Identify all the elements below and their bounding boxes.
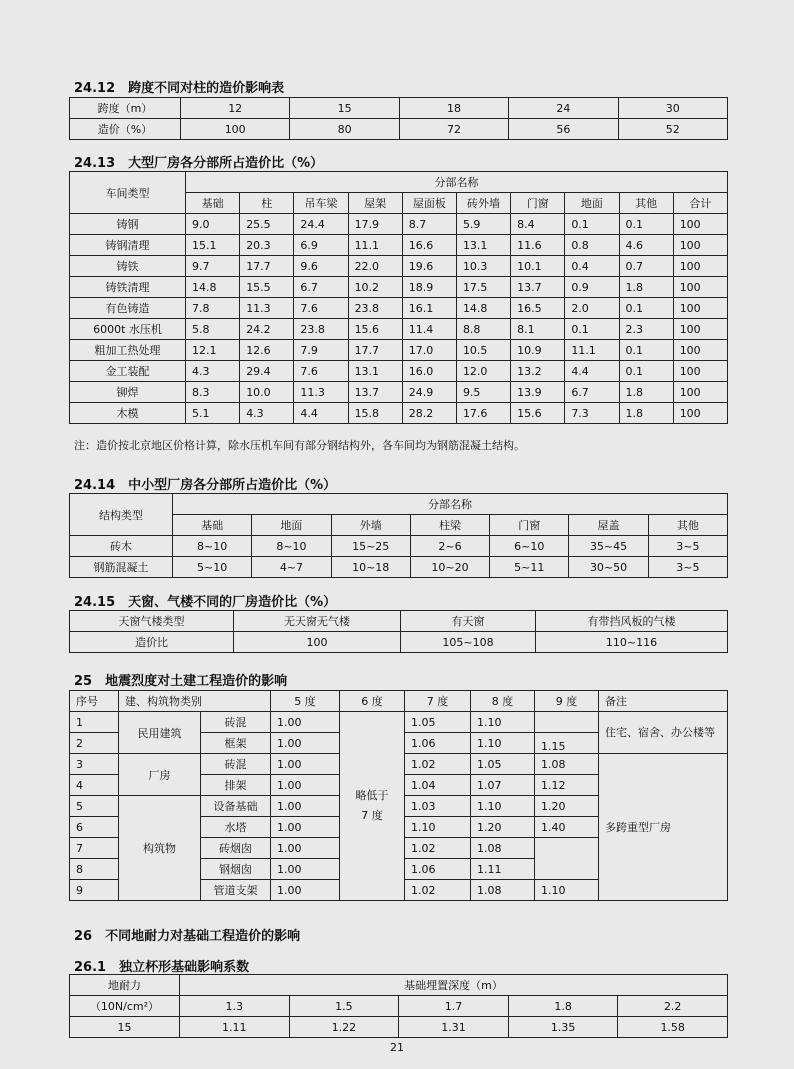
row-label: 钢筋混凝土 [70, 557, 173, 578]
section-title-24-13: 24.13 大型厂房各分部所占造价比（%） [74, 156, 324, 171]
row-header-unit: （10N/cm²） [70, 996, 180, 1017]
table-row: 造价（%） 100 80 72 56 52 [70, 119, 728, 140]
table-note: 注：造价按北京地区价格计算，除水压机车间有部分钢结构外，各车间均为钢筋混凝土结构。 [74, 439, 525, 452]
table-header-row: 基础 柱 吊车梁 屋架 屋面板 砖外墙 门窗 地面 其他 合计 [70, 193, 728, 214]
section-title-24-12: 24.12 跨度不同对柱的造价影响表 [74, 81, 285, 96]
remark: 多跨重型厂房 [599, 754, 728, 901]
section-title-24-15: 24.15 天窗、气楼不同的厂房造价比（%） [74, 595, 337, 610]
table-header-row: 序号 建、构筑物类别 5 度 6 度 7 度 8 度 9 度 备注 [70, 691, 728, 712]
table-row: 钢筋混凝土 5~10 4~7 10~18 10~20 5~11 30~50 3~5 [70, 557, 728, 578]
remark: 住宅、宿舍、办公楼等 [599, 712, 728, 754]
table-row: 铸铁清理 14.8 15.5 6.7 10.2 18.9 17.5 13.7 0.9 1.8 100 [70, 277, 728, 298]
row-label: 铸铁清理 [70, 277, 186, 298]
table-row: 铆焊 8.3 10.0 11.3 13.7 24.9 9.5 13.9 6.7 1.8 100 [70, 382, 728, 403]
table-header-row [70, 494, 728, 515]
table-row: 木模 5.1 4.3 4.4 15.8 28.2 17.6 15.6 7.3 1.8 100 [70, 403, 728, 424]
table-row: 2 框架 1.00 1.06 1.10 1.15 [70, 733, 728, 754]
row-label: 木模 [70, 403, 186, 424]
row-label: 铸铁 [70, 256, 186, 277]
row-label: 粗加工热处理 [70, 340, 186, 361]
table-header-row: 天窗气楼类型 无天窗无气楼 有天窗 有带挡风板的气楼 [70, 611, 728, 632]
section-title-24-14: 24.14 中小型厂房各分部所占造价比（%） [74, 478, 337, 493]
group-header: 分部名称 [186, 172, 728, 193]
row-header: 车间类型 [70, 172, 186, 214]
table-row: 3 厂房 砖混 1.00 1.02 1.05 1.08 多跨重型厂房 [70, 754, 728, 775]
group-header: 基础埋置深度（m） [180, 975, 728, 996]
table-row: 1 民用建筑 砖混 1.00 略低于 7 度 1.05 1.10 住宅、宿舍、办公楼等 [70, 712, 728, 733]
skylight-cost-table [69, 610, 728, 653]
table-row: 6000t 水压机 5.8 24.2 23.8 15.6 11.4 8.8 8.1 0.1 2.3 100 [70, 319, 728, 340]
degree-6-note: 略低于 7 度 [340, 712, 405, 901]
row-label: 跨度（m） [70, 98, 181, 119]
table-row: 造价比 100 105~108 110~116 [70, 632, 728, 653]
group-header: 分部名称 [173, 494, 728, 515]
table-header-row: 基础 地面 外墙 柱梁 门窗 屋盖 其他 [70, 515, 728, 536]
category-label: 民用建筑 [119, 712, 201, 754]
table-row: 15 1.11 1.22 1.31 1.35 1.58 [70, 1017, 728, 1038]
row-label: 有色铸造 [70, 298, 186, 319]
table-row: 粗加工热处理 12.1 12.6 7.9 17.7 17.0 10.5 10.9 11.1 0.1 100 [70, 340, 728, 361]
row-label: 造价（%） [70, 119, 181, 140]
seismic-cost-table [69, 690, 728, 901]
row-label: 铸钢 [70, 214, 186, 235]
table-row: 5 构筑物 设备基础 1.00 1.03 1.10 1.20 [70, 796, 728, 817]
table-row: 有色铸造 7.8 11.3 7.6 23.8 16.1 14.8 16.5 2.0 0.1 100 [70, 298, 728, 319]
table-header-row [70, 172, 728, 193]
table-row: 金工装配 4.3 29.4 7.6 13.1 16.0 12.0 13.2 4.4 0.1 100 [70, 361, 728, 382]
table-row: 铸铁 9.7 17.7 9.6 22.0 19.6 10.3 10.1 0.4 0.7 100 [70, 256, 728, 277]
category-label: 厂房 [119, 754, 201, 796]
large-plant-cost-table [69, 171, 728, 424]
row-label: 6000t 水压机 [70, 319, 186, 340]
table-header-row [70, 975, 728, 996]
section-title-26: 26 不同地耐力对基础工程造价的影响 [74, 929, 301, 944]
table-row: 8 钢烟囱 1.00 1.06 1.11 [70, 859, 728, 880]
row-label: 铆焊 [70, 382, 186, 403]
row-label: 砖木 [70, 536, 173, 557]
table-row: 铸钢清理 15.1 20.3 6.9 11.1 16.6 13.1 11.6 0.8 4.6 100 [70, 235, 728, 256]
span-cost-table [69, 97, 728, 140]
page-number: 21 [390, 1041, 404, 1054]
category-label: 构筑物 [119, 796, 201, 901]
table-header-row: （10N/cm²） 1.3 1.5 1.7 1.8 2.2 [70, 996, 728, 1017]
section-title-26-1: 26.1 独立杯形基础影响系数 [74, 960, 250, 975]
row-header: 结构类型 [70, 494, 173, 536]
table-row: 砖木 8~10 8~10 15~25 2~6 6~10 35~45 3~5 [70, 536, 728, 557]
table-row: 铸钢 9.0 25.5 24.4 17.9 8.7 5.9 8.4 0.1 0.1 100 [70, 214, 728, 235]
row-label: 金工装配 [70, 361, 186, 382]
small-plant-cost-table [69, 493, 728, 578]
table-row: 6 水塔 1.00 1.10 1.20 1.40 [70, 817, 728, 838]
table-row: 跨度（m） 12 15 18 24 30 [70, 98, 728, 119]
section-title-25: 25 地震烈度对土建工程造价的影响 [74, 674, 288, 689]
table-row: 4 排架 1.00 1.04 1.07 1.12 [70, 775, 728, 796]
row-label: 铸钢清理 [70, 235, 186, 256]
table-row: 9 管道支架 1.00 1.02 1.08 1.10 [70, 880, 728, 901]
bearing-capacity-table [69, 974, 728, 1038]
table-row: 7 砖烟囱 1.00 1.02 1.08 [70, 838, 728, 859]
row-header: 地耐力 [70, 975, 180, 996]
